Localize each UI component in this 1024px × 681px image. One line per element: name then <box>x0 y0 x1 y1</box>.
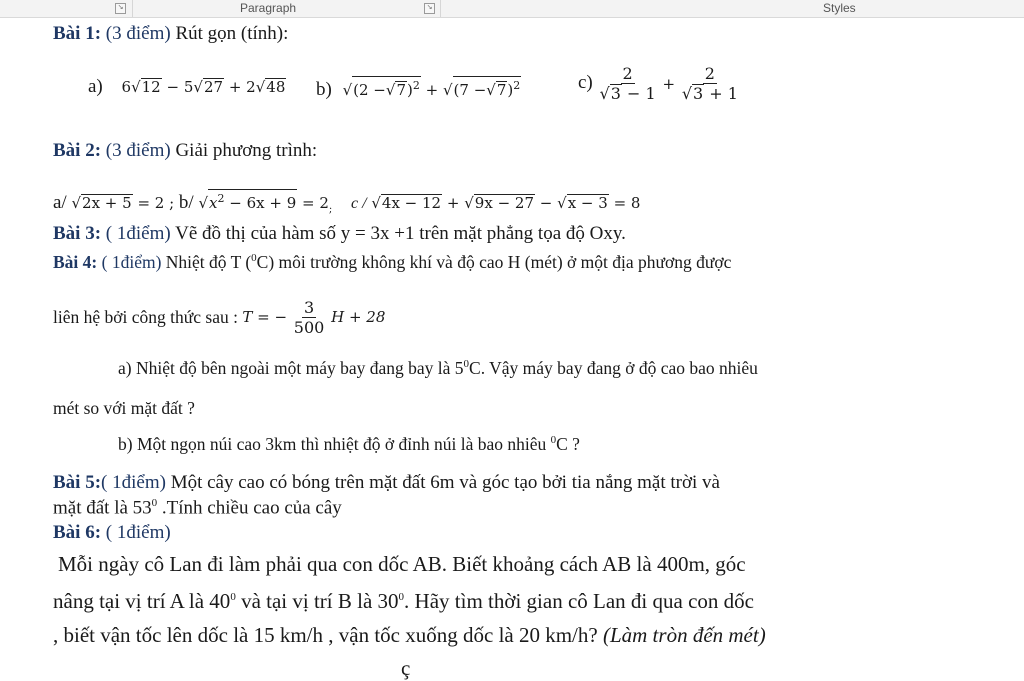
ribbon-bar <box>0 0 1024 18</box>
fraction: $\frac{3}{500}$ <box>293 298 325 337</box>
bai4-line1: Bài 4: ( 1điểm) Nhiệt độ T ($^0$C) môi trường không khí và độ cao H (mét) ở một địa phương được <box>53 252 732 272</box>
bai4-question-a-cont: mét so với mặt đất ? <box>53 398 195 418</box>
bai1-part-a: a) 6√12 − 5√27 + 2√48 <box>88 76 286 97</box>
font-dialog-launcher-icon[interactable]: ↘ <box>115 3 126 14</box>
bai1-part-c: c) $\frac{2}{√3 - 1}$ + $\frac{2}{√3 + 1}$ <box>578 64 738 103</box>
ribbon-separator <box>132 0 133 17</box>
fraction: $\frac{2}{√3 - 1}$ <box>599 64 656 103</box>
text-cursor-char: ç <box>401 656 411 680</box>
bai2-equations: a/ √2x + 5 = 2 ; b/ $√x^2 - 6x + 9 = 2_;$ c / √4x − 12 + √9x − 27 − √x − 3 = 8 <box>53 189 640 215</box>
bai5-line1: Bài 5:( 1điểm) Một cây cao có bóng trên mặt đất 6m và góc tạo bởi tia nắng mặt trời và <box>53 472 720 493</box>
bai2-heading: Bài 2: (3 điểm) Giải phương trình: <box>53 140 318 161</box>
paragraph-group-label: Paragraph <box>240 1 297 15</box>
bai1-part-b: b) $√(2 -√7)^2 + √(7 -√7)^2$ <box>316 76 521 101</box>
bai3-line: Bài 3: ( 1điểm) Vẽ đồ thị của hàm số y = 3x +1 trên mặt phẳng tọa độ Oxy. <box>53 223 626 244</box>
bai6-line1: Mỗi ngày cô Lan đi làm phải qua con dốc AB. Biết khoảng cách AB là 400m, góc <box>58 552 746 576</box>
paragraph-dialog-launcher-icon[interactable]: ↘ <box>424 3 435 14</box>
bai5-line2: mặt đất là $53^0$ .Tính chiều cao của cây <box>53 497 342 519</box>
bai6-line2: nâng tại vị trí A là $40^0$ và tại vị trí B là $30^0$. Hãy tìm thời gian cô Lan đi qua con dốc <box>53 589 754 613</box>
bai1-heading: Bài 1: (3 điểm) Rút gọn (tính): <box>53 23 289 44</box>
bai4-question-a: a) Nhiệt độ bên ngoài một máy bay đang bay là $5^0C$. Vậy máy bay đang ở độ cao bao nhiêu <box>118 358 758 378</box>
ribbon-separator <box>440 0 441 17</box>
styles-group-label: Styles <box>823 1 856 15</box>
bai4-question-b: b) Một ngọn núi cao 3km thì nhiệt độ ở đỉnh núi là bao nhiêu $^0$C ? <box>118 434 580 454</box>
bai6-line3: , biết vận tốc lên dốc là 15 km/h , vận tốc xuống dốc là 20 km/h? (Làm tròn đến mét) <box>53 623 766 647</box>
bai4-formula-line: liên hệ bởi công thức sau : T = − $\frac{3}{500}$ H + 28 <box>53 298 386 337</box>
document-page[interactable] <box>0 18 1024 681</box>
bai6-heading: Bài 6: ( 1điểm) <box>53 522 171 543</box>
fraction: $\frac{2}{√3 + 1}$ <box>681 64 738 103</box>
